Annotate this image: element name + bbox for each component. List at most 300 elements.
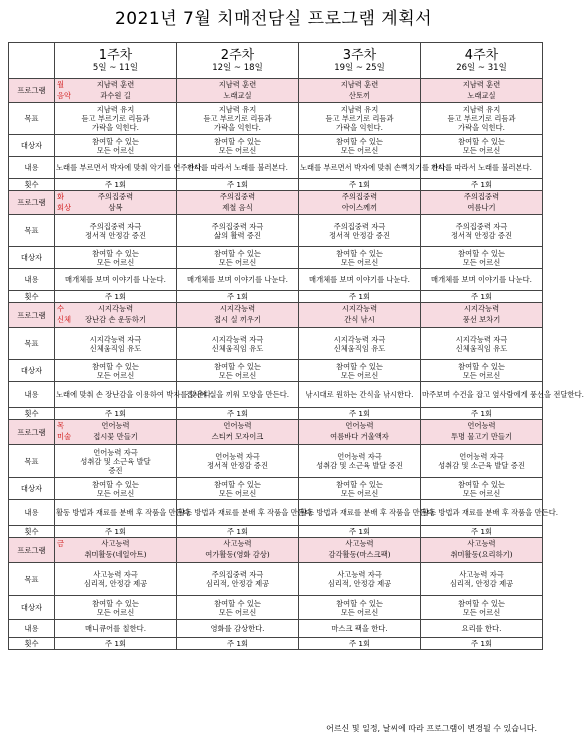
goal-cell [55,328,177,360]
program-category: 언어능력 [467,421,496,430]
text-line: 모든 어르신 [96,488,135,498]
goal-cell [299,215,421,247]
text-line: 모든 어르신 [462,145,501,155]
program-line [422,203,541,214]
target-cell [177,478,299,500]
count-cell: 주 1회 [421,408,543,420]
day-label: 금 [57,539,65,548]
day-label: 화 [57,191,65,201]
text-line: 심리적, 안정감 제공 [449,579,514,588]
target-cell [421,596,543,620]
text-line: 정서적 안정감 증진 [450,230,513,240]
text-line: 사고능력 자극 [459,570,504,579]
program-line [56,192,175,203]
goal-cell [421,445,543,478]
program-category: 지남력 훈련 [462,79,501,89]
text-line: 모든 어르신 [340,488,379,498]
row-label-content: 내용 [9,157,55,179]
program-name: 스티커 모자이크 [211,432,264,441]
text-line: 시지각능력 자극 [333,334,386,344]
text-line: 참여할 수 있는 [458,479,505,489]
content-cell: 낚시대로 원하는 간식을 낚시한다. [299,382,421,408]
content-cell: 활동 방법과 재료를 분배 후 작품을 만든다. [177,500,299,526]
row-label-program: 프로그램 [9,538,55,563]
text-line: 증진 [108,465,123,475]
program-name: 감각활동(마스크팩) [328,550,391,559]
content-cell: 마스크 팩을 한다. [299,620,421,638]
row-label-goal: 목표 [9,103,55,135]
text-line: 모든 어르신 [462,257,501,267]
count-cell: 주 1회 [299,526,421,538]
program-cell [55,538,177,563]
count-cell: 주 1회 [55,291,177,303]
program-line [56,432,175,443]
program-category: 언어능력 [101,421,130,430]
text-line: 신체움직임 유도 [455,343,508,353]
program-name: 장난감 손 운동하기 [84,315,147,324]
row-label-goal: 목표 [9,563,55,596]
program-name: 산토끼 [348,90,371,100]
program-category: 시지각능력 [463,304,500,313]
program-name: 노래교실 [223,90,252,100]
count-cell: 주 1회 [55,526,177,538]
text-line: 참여할 수 있는 [458,361,505,371]
program-line [56,315,175,326]
program-name: 삼복 [108,202,123,212]
text-line: 참여할 수 있는 [336,248,383,258]
program-cell [421,191,543,215]
program-name: 접시꽃 만들기 [93,432,138,441]
program-line [422,192,541,203]
program-row [9,303,543,328]
text-line: 삶의 활력 증진 [214,230,261,240]
text-line: 성취감 및 소근육 발달 증진 [438,461,525,470]
text-line: 신체움직임 유도 [89,343,142,353]
text-line: 참여할 수 있는 [214,248,261,258]
week-header [299,43,421,79]
program-line [300,192,419,203]
text-line: 모든 어르신 [218,488,257,498]
program-line [300,432,419,443]
text-line: 참여할 수 있는 [214,136,261,146]
text-line: 시지각능력 자극 [89,334,142,344]
content-cell: 매개체를 보며 이야기를 나눈다. [421,269,543,291]
row-label-count: 횟수 [9,291,55,303]
target-cell [299,247,421,269]
target-cell [177,135,299,157]
count-row [9,408,543,420]
program-category: 주의집중력 [97,191,134,201]
program-line [422,91,541,102]
text-line: 주의집중력 자극 [211,570,264,579]
text-line: 참여할 수 있는 [336,136,383,146]
row-label-program: 프로그램 [9,191,55,215]
program-row [9,191,543,215]
content-row [9,382,543,408]
program-category: 주의집중력 [341,191,378,201]
target-cell [55,247,177,269]
content-cell: 가사를 따라서 노래를 불러본다. [421,157,543,179]
program-row [9,538,543,563]
text-line: 지남력 유지 [340,105,379,114]
goal-cell [55,445,177,478]
count-cell: 주 1회 [299,291,421,303]
row-label-target: 대상자 [9,135,55,157]
target-cell [55,478,177,500]
text-line: 성취감 및 소근육 발달 증진 [316,461,403,470]
program-line [422,304,541,315]
row-label-count: 횟수 [9,408,55,420]
goal-cell [299,445,421,478]
target-cell [421,247,543,269]
count-cell: 주 1회 [177,408,299,420]
day-sub-label: 회상 [57,202,72,212]
text-line: 정서적 안정감 증진 [84,230,147,240]
program-line [300,421,419,432]
program-line [56,91,175,102]
row-label-target: 대상자 [9,478,55,500]
program-line [178,203,297,214]
day-label: 수 [57,304,65,313]
program-line [300,550,419,561]
program-line [300,315,419,326]
goal-cell [177,445,299,478]
program-category: 주의집중력 [219,191,256,201]
text-line: 모든 어르신 [462,488,501,498]
goal-cell [421,563,543,596]
row-label-program: 프로그램 [9,303,55,328]
program-cell [177,538,299,563]
text-line: 모든 어르신 [218,145,257,155]
program-name: 여름나기 [467,202,496,212]
program-cell [177,303,299,328]
text-line: 참여할 수 있는 [214,361,261,371]
program-line [178,192,297,203]
goal-cell [177,563,299,596]
day-sub-label: 음악 [57,90,72,100]
count-cell: 주 1회 [421,526,543,538]
text-line: 언어능력 자극 [93,447,138,457]
program-category: 사고능력 [345,539,374,548]
program-category: 주의집중력 [463,191,500,201]
day-sub-label: 미술 [57,432,72,441]
target-row [9,247,543,269]
target-cell [299,596,421,620]
text-line: 지남력 유지 [462,105,501,114]
program-category: 사고능력 [223,539,252,548]
program-line [56,80,175,91]
target-cell [299,478,421,500]
week-header [177,43,299,79]
program-line [422,539,541,550]
count-cell: 주 1회 [177,291,299,303]
program-cell [299,191,421,215]
text-line: 참여할 수 있는 [92,361,139,371]
row-label-target: 대상자 [9,596,55,620]
text-line: 참여할 수 있는 [92,248,139,258]
program-cell [421,538,543,563]
text-line: 가락을 익힌다. [214,123,261,132]
content-cell: 활동 방법과 재료를 분배 후 작품을 만든다. [421,500,543,526]
week-dates: 26일 ~ 31일 [456,63,507,73]
program-line [422,432,541,443]
program-cell [421,79,543,103]
content-row [9,500,543,526]
program-name: 노래교실 [467,90,496,100]
text-line: 참여할 수 있는 [92,136,139,146]
goal-cell [299,328,421,360]
week-name: 2주차 [220,48,255,63]
program-line [422,421,541,432]
content-cell: 노래를 부르면서 박자에 맞춰 악기를 연주한다. [55,157,177,179]
target-row [9,478,543,500]
text-line: 신체움직임 유도 [211,343,264,353]
text-line: 주의집중력 자극 [455,221,508,231]
program-row [9,420,543,445]
program-category: 지남력 훈련 [340,79,379,89]
goal-cell [55,215,177,247]
text-line: 참여할 수 있는 [336,479,383,489]
program-line [56,550,175,561]
program-cell [55,79,177,103]
program-category: 지남력 훈련 [218,79,257,89]
goal-cell [299,563,421,596]
text-line: 언어능력 자극 [215,452,260,461]
row-label-target: 대상자 [9,247,55,269]
text-line: 지남력 유지 [218,105,257,114]
program-cell [299,538,421,563]
content-cell: 접시에 실을 끼워 모양을 만든다. [177,382,299,408]
program-name: 취미활동(네일아트) [84,550,147,559]
program-line [178,421,297,432]
page-title: 2021년 7월 치매전담실 프로그램 계획서 [114,9,433,29]
week-header-row [9,43,543,79]
text-line: 정서적 안정감 증진 [328,230,391,240]
row-label-content: 내용 [9,500,55,526]
text-line: 모든 어르신 [340,145,379,155]
goal-cell [177,215,299,247]
content-cell: 마주보며 수건을 잡고 옆사람에게 풍선을 전달한다. [421,382,543,408]
program-plan-table [8,42,584,650]
text-line: 참여할 수 있는 [458,598,505,608]
program-line [56,203,175,214]
text-line: 듣고 부르기로 리듬과 [325,114,394,123]
count-cell: 주 1회 [177,179,299,191]
text-line: 시지각능력 자극 [211,334,264,344]
row-label-count: 횟수 [9,638,55,650]
count-cell: 주 1회 [421,179,543,191]
text-line: 참여할 수 있는 [92,598,139,608]
row-label-content: 내용 [9,382,55,408]
program-line [56,421,175,432]
count-cell: 주 1회 [55,638,177,650]
text-line: 모든 어르신 [462,607,501,617]
program-line [178,91,297,102]
text-line: 참여할 수 있는 [336,361,383,371]
content-cell: 매개체를 보며 이야기를 나눈다. [177,269,299,291]
text-line: 사고능력 자극 [93,570,138,579]
count-row [9,179,543,191]
program-name: 간식 낚시 [344,315,375,324]
row-label-goal: 목표 [9,215,55,247]
program-category: 시지각능력 [97,304,134,313]
program-cell [177,79,299,103]
goal-row [9,563,543,596]
program-name: 접시 실 끼우기 [214,315,261,324]
count-row [9,291,543,303]
target-cell [421,360,543,382]
program-line [422,315,541,326]
program-name: 아이스께끼 [341,202,378,212]
day-label: 월 [57,79,65,89]
program-name: 여가활동(영화 감상) [205,550,270,559]
text-line: 참여할 수 있는 [458,248,505,258]
week-name: 1주차 [98,48,133,63]
program-name: 제철 음식 [222,202,253,212]
goal-cell [421,103,543,135]
goal-cell [421,215,543,247]
count-cell: 주 1회 [299,638,421,650]
target-cell [299,135,421,157]
text-line: 모든 어르신 [340,607,379,617]
target-cell [421,478,543,500]
text-line: 모든 어르신 [96,370,135,380]
program-line [178,304,297,315]
row-label-goal: 목표 [9,328,55,360]
target-row [9,135,543,157]
content-cell: 가사를 따라서 노래를 불러본다. [177,157,299,179]
target-row [9,360,543,382]
content-row [9,269,543,291]
program-row [9,79,543,103]
count-cell: 주 1회 [55,179,177,191]
day-label: 목 [57,421,65,430]
text-line: 시지각능력 자극 [455,334,508,344]
program-category: 지남력 훈련 [96,79,135,89]
program-cell [299,303,421,328]
day-sub-label: 신체 [57,315,72,324]
text-line: 모든 어르신 [462,370,501,380]
program-cell [55,303,177,328]
row-label-program: 프로그램 [9,420,55,445]
program-cell [421,420,543,445]
text-line: 성취감 및 소근육 발달 [80,456,151,466]
corner-cell [9,43,55,79]
text-line: 언어능력 자극 [459,452,504,461]
program-line [178,315,297,326]
target-cell [177,596,299,620]
program-cell [177,191,299,215]
program-cell [55,191,177,215]
program-cell [299,420,421,445]
program-category: 시지각능력 [341,304,378,313]
program-line [178,432,297,443]
program-name: 여름바다 거울액자 [330,432,389,441]
week-dates: 5일 ~ 11일 [92,63,139,73]
text-line: 모든 어르신 [218,370,257,380]
text-line: 주의집중력 자극 [211,221,264,231]
text-line: 참여할 수 있는 [336,598,383,608]
count-cell: 주 1회 [55,408,177,420]
content-cell: 활동 방법과 재료를 분배 후 작품을 만든다. [55,500,177,526]
program-cell [299,79,421,103]
target-cell [55,360,177,382]
text-line: 신체움직임 유도 [333,343,386,353]
count-row [9,638,543,650]
target-cell [177,360,299,382]
content-row [9,620,543,638]
program-name: 취미활동(요리하기) [450,550,513,559]
text-line: 듣고 부르기로 리듬과 [203,114,272,123]
program-line [300,539,419,550]
row-label-program: 프로그램 [9,79,55,103]
goal-cell [177,328,299,360]
content-cell: 매개체를 보며 이야기를 나눈다. [299,269,421,291]
week-header [421,43,543,79]
program-cell [55,420,177,445]
program-cell [177,420,299,445]
text-line: 모든 어르신 [340,257,379,267]
content-cell: 매개체를 보며 이야기를 나눈다. [55,269,177,291]
week-dates: 12일 ~ 18일 [212,63,263,73]
row-label-count: 횟수 [9,526,55,538]
goal-cell [421,328,543,360]
text-line: 심리적, 안정감 제공 [327,579,392,588]
text-line: 모든 어르신 [340,370,379,380]
text-line: 모든 어르신 [96,145,135,155]
goal-row [9,445,543,478]
row-label-count: 횟수 [9,179,55,191]
program-line [178,550,297,561]
text-line: 참여할 수 있는 [214,479,261,489]
count-cell: 주 1회 [421,291,543,303]
goal-cell [299,103,421,135]
text-line: 정서적 안정감 증진 [206,461,269,470]
target-cell [177,247,299,269]
row-label-content: 내용 [9,620,55,638]
target-cell [421,135,543,157]
program-category: 언어능력 [223,421,252,430]
program-cell [421,303,543,328]
text-line: 참여할 수 있는 [458,136,505,146]
count-cell: 주 1회 [177,526,299,538]
program-name: 투명 물고기 만들기 [450,432,513,441]
text-line: 모든 어르신 [96,257,135,267]
week-header [55,43,177,79]
text-line: 듣고 부르기로 리듬과 [81,114,150,123]
count-row [9,526,543,538]
program-line [300,91,419,102]
goal-row [9,103,543,135]
week-name: 4주차 [464,48,499,63]
text-line: 언어능력 자극 [337,452,382,461]
text-line: 가락을 익힌다. [458,123,505,132]
text-line: 주의집중력 자극 [333,221,386,231]
count-cell: 주 1회 [421,638,543,650]
text-line: 주의집중력 자극 [89,221,142,231]
text-line: 심리적, 안정감 제공 [83,579,148,588]
footnote: 어르신 및 일정, 날씨에 따라 프로그램이 변경될 수 있습니다. [326,724,537,733]
text-line: 모든 어르신 [96,607,135,617]
program-category: 사고능력 [101,539,130,548]
text-line: 심리적, 안정감 제공 [205,579,270,588]
goal-cell [55,103,177,135]
program-category: 사고능력 [467,539,496,548]
target-cell [55,135,177,157]
target-cell [55,596,177,620]
program-line [178,80,297,91]
program-line [56,539,175,550]
